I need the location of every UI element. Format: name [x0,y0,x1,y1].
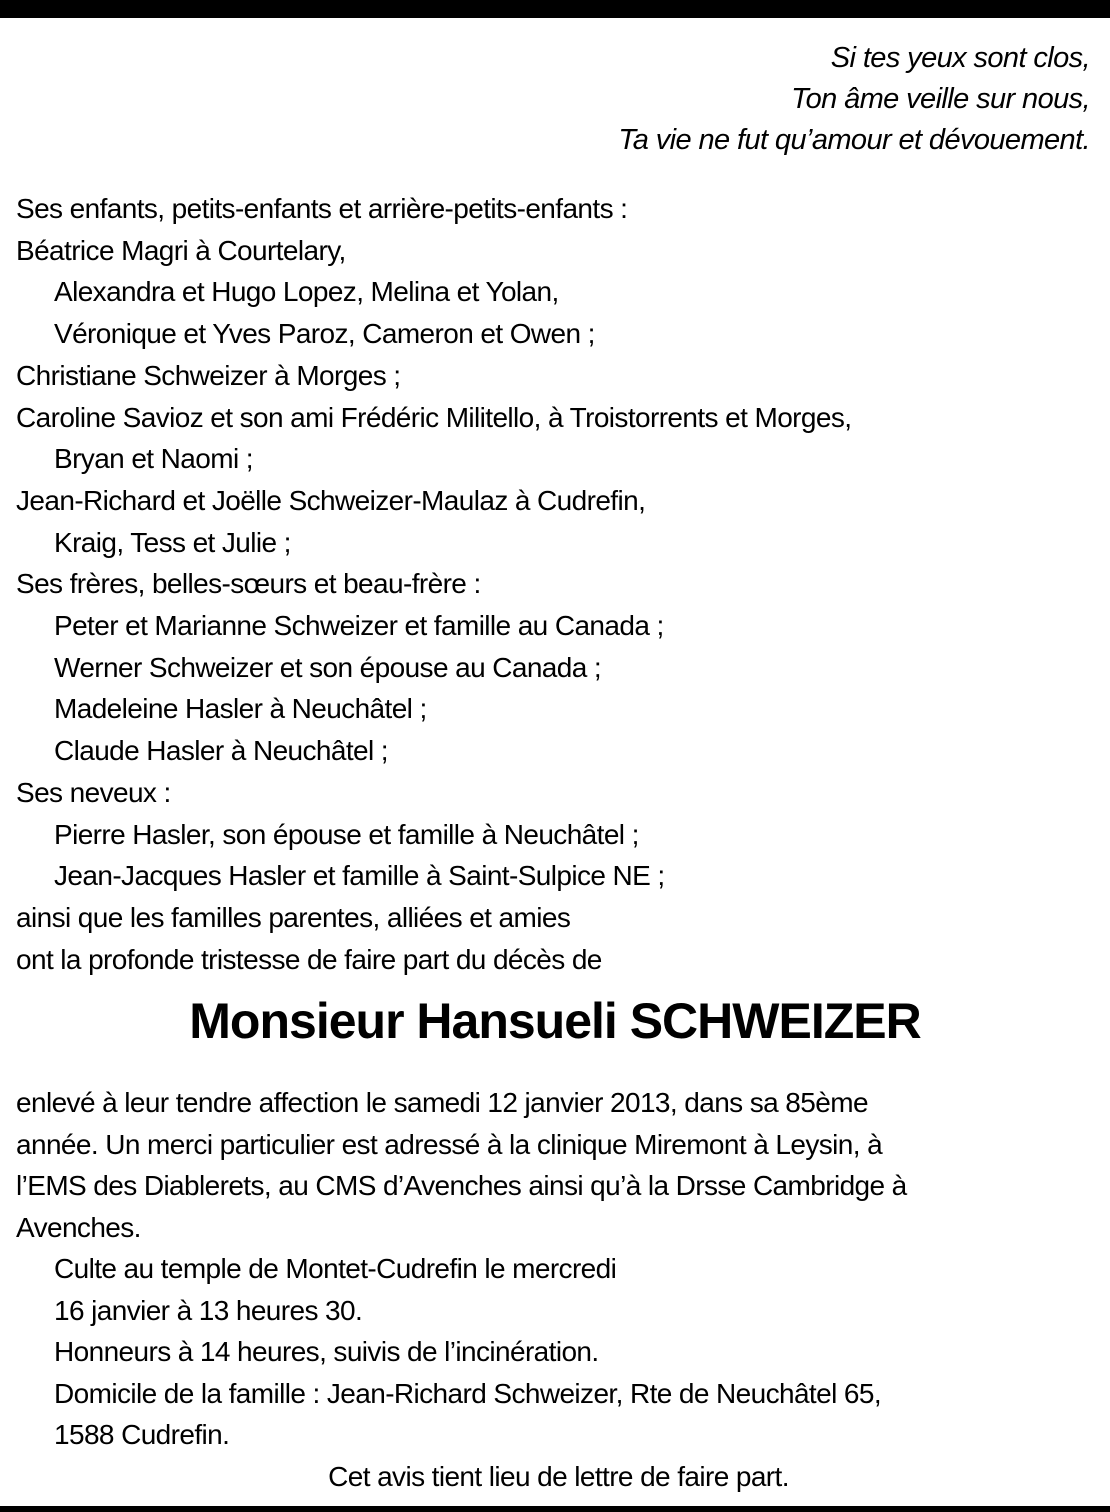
family-line: ont la profonde tristesse de faire part du décès de [16,943,602,975]
deceased-name: Monsieur Hansueli SCHWEIZER [189,993,921,1049]
epigraph-line: Ta vie ne fut qu’amour et dévouement. [618,124,1090,156]
family-line: Jean-Jacques Hasler et famille à Saint-Sulpice NE ; [54,860,665,892]
family-line: Alexandra et Hugo Lopez, Melina et Yolan, [54,276,559,308]
detail-line: 16 janvier à 13 heures 30. [54,1294,363,1326]
epigraph-line: Ton âme veille sur nous, [791,83,1090,115]
detail-line: année. Un merci particulier est adressé à la clinique Miremont à Leysin, à [16,1128,883,1160]
detail-line: l’EMS des Diablerets, au CMS d’Avenches ainsi qu’à la Drsse Cambridge à [16,1170,907,1201]
family-line: Véronique et Yves Paroz, Cameron et Owen ; [54,318,595,350]
family-line: Madeleine Hasler à Neuchâtel ; [54,693,427,725]
detail-line: 1588 Cudrefin. [54,1419,230,1450]
family-line: Christiane Schweizer à Morges ; [16,359,401,391]
detail-line: Culte au temple de Montet-Cudrefin le mercredi [54,1253,617,1284]
family-line: Ses neveux : [16,776,171,808]
family-line: Werner Schweizer et son épouse au Canada ; [54,651,602,683]
top-border [0,0,1110,18]
family-line: Kraig, Tess et Julie ; [54,526,291,558]
family-list [16,188,1101,980]
epigraph [618,38,1090,161]
family-line: Claude Hasler à Neuchâtel ; [54,735,388,767]
family-line: Jean-Richard et Joëlle Schweizer-Maulaz à Cudrefin, [16,484,646,516]
closing-line: Cet avis tient lieu de lettre de faire part. [328,1460,789,1492]
announcement-details [16,1082,1101,1497]
bottom-border [0,1506,1110,1512]
epigraph-line: Si tes yeux sont clos, [830,42,1090,74]
family-line: Béatrice Magri à Courtelary, [16,234,346,266]
detail-line: Avenches. [16,1211,141,1243]
detail-line: Domicile de la famille : Jean-Richard Schweizer, Rte de Neuchâtel 65, [54,1377,882,1409]
family-line: Ses enfants, petits-enfants et arrière-petits-enfants : [16,193,628,224]
family-line: Ses frères, belles-sœurs et beau-frère : [16,568,481,600]
detail-line: enlevé à leur tendre affection le samedi 12 janvier 2013, dans sa 85ème [16,1087,868,1118]
detail-line: Honneurs à 14 heures, suivis de l’incinération. [54,1336,599,1367]
family-line: Peter et Marianne Schweizer et famille au Canada ; [54,610,664,642]
family-line: Pierre Hasler, son épouse et famille à Neuchâtel ; [54,818,639,850]
family-line: Caroline Savioz et son ami Frédéric Militello, à Troistorrents et Morges, [16,401,852,433]
family-line: ainsi que les familles parentes, alliées et amies [16,901,571,933]
family-line: Bryan et Naomi ; [54,443,253,475]
